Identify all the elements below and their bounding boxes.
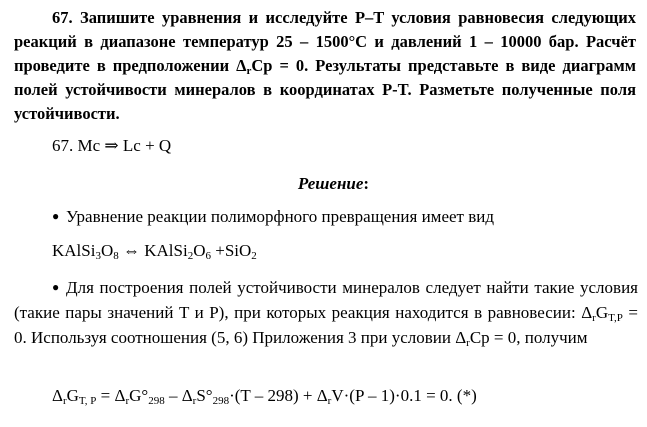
equation-part: – Δ [164, 386, 193, 405]
subscript-r: r [327, 395, 332, 407]
bullet2-text-a: Для построения полей устойчивости минералов следует найти такие условия (такие пары значений T и P), при которых реакция находится в равновесии: Δ [14, 278, 638, 322]
reaction-line: 67. Mc ⇒ Lc + Q [52, 136, 172, 155]
subscript-r: r [192, 395, 197, 407]
symbol-g-standard: G° [129, 386, 149, 405]
formula-product: KAlSi [144, 241, 188, 260]
subscript-r: r [592, 312, 596, 324]
bullet-paragraph-1 [52, 204, 494, 229]
symbol-g: G [66, 386, 79, 405]
equation-part: = Δ [96, 386, 126, 405]
equation-part: V·(P – 1)·0.1 = 0. (*) [331, 386, 477, 405]
problem-statement [14, 6, 636, 126]
equilibrium-equation [52, 383, 477, 408]
bullet2-text-b: = 0. Используя соотношения (5, 6) Приложения 3 при условии Δ [14, 303, 638, 347]
bullet-icon: ● [52, 209, 60, 223]
equation-part: ·(T – 298) + Δ [229, 386, 328, 405]
bullet-icon: ● [52, 280, 60, 294]
formula-o: O [193, 241, 206, 260]
equilibrium-arrow-icon: ⇔ [118, 241, 145, 260]
bullet1-text: Уравнение реакции полиморфного превращения имеет вид [66, 207, 494, 226]
formula-sub: 2 [251, 250, 257, 262]
solution-word: Решение [297, 174, 364, 193]
formula-silica: +SiO [211, 241, 252, 260]
symbol-s-standard: S° [196, 386, 213, 405]
subscript-tp: T, P [78, 395, 97, 407]
solution-colon: : [363, 174, 370, 193]
subscript-r: r [466, 337, 470, 349]
formula-sub: 3 [95, 250, 101, 262]
symbol-g: G [595, 303, 609, 322]
bullet-paragraph-2 [14, 275, 638, 350]
reaction-formula [52, 238, 257, 263]
delta-symbol: Δ [52, 386, 63, 405]
subscript-298: 298 [212, 395, 230, 407]
problem-text-end: Cp = 0. Результаты представьте в виде диаграмм полей устойчивости минералов в координатах P-T. Разметьте полученные поля устойчивости. [14, 56, 636, 123]
formula-sub: 6 [205, 250, 211, 262]
formula-o: O [100, 241, 114, 260]
formula-sub: 2 [187, 250, 194, 262]
subscript-298: 298 [148, 395, 165, 407]
subscript-r: r [62, 395, 67, 407]
subscript-r: r [246, 65, 252, 77]
formula-sub: 8 [113, 250, 119, 262]
subscript-r: r [125, 395, 130, 407]
solution-heading [0, 171, 647, 196]
formula-reactant: KAlSi [52, 241, 96, 260]
bullet2-text-c: Cp = 0, получим [469, 328, 588, 347]
problem-number: 67. [52, 8, 73, 27]
subscript-tp: T,P [608, 312, 623, 324]
problem-text: Запишите уравнения и исследуйте P–T условия равновесия следующих реакций в диапазоне температур 25 – 1500°C и давлений 1 – 10000 бар. Расчёт проведите в предположении Δ [14, 8, 637, 75]
